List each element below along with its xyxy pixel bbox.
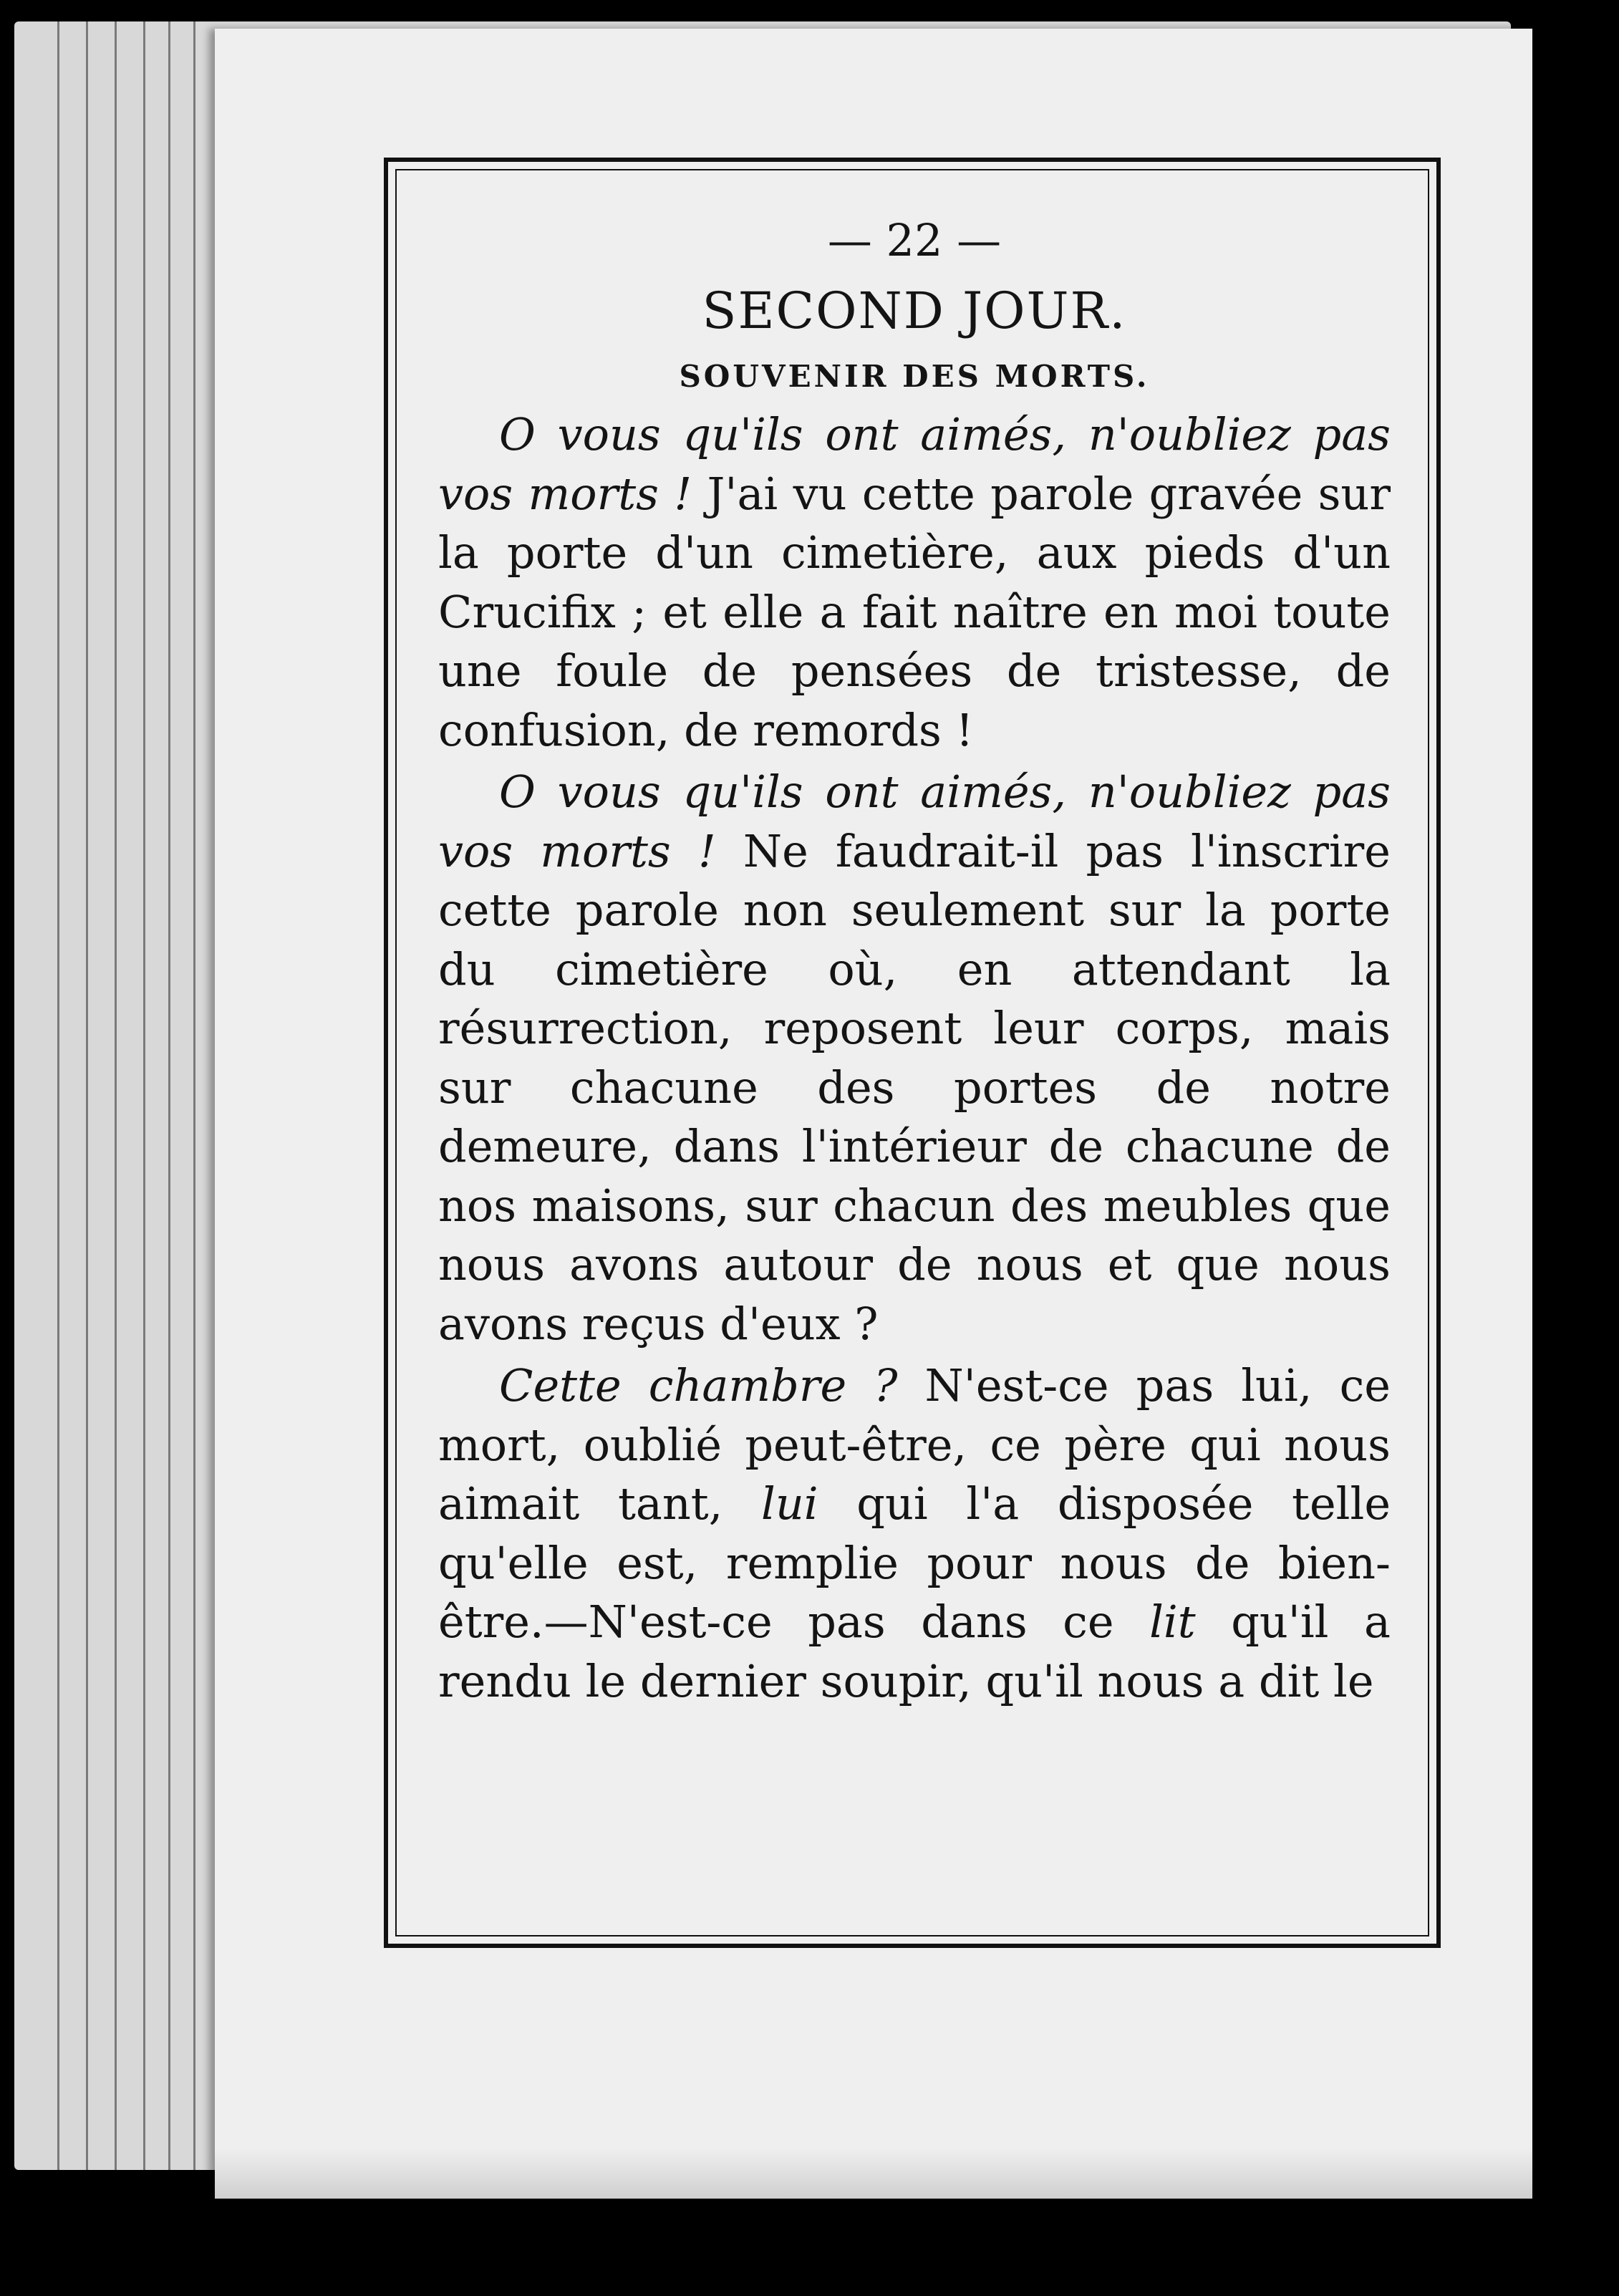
italic-quote: O vous qu'ils ont aimés, n'oubliez pas vos morts ! bbox=[438, 766, 1391, 877]
paragraph-text: N'est-ce pas lui, ce mort, oublié peut-être, ce père qui nous aimait tant, bbox=[438, 1359, 1391, 1530]
chapter-subheading: SOUVENIR DES MORTS. bbox=[679, 359, 1150, 394]
text-frame bbox=[384, 158, 1441, 1948]
paragraph-2 bbox=[438, 763, 1391, 1354]
page-edge bbox=[193, 21, 195, 2170]
italic-phrase: Cette chambre ? bbox=[499, 1359, 898, 1412]
italic-word: lui bbox=[761, 1477, 818, 1530]
page-shadow bbox=[215, 2148, 1532, 2199]
page-edge bbox=[168, 21, 170, 2170]
page-edge bbox=[143, 21, 145, 2170]
paragraph-text: J'ai vu cette parole gravée sur la porte d'un cimetière, aux pieds d'un Crucifix ; et elle a fait naître en moi toute une foule de pensées de tristesse, de confusion, de remords ! bbox=[438, 467, 1391, 756]
page-number: — 22 — bbox=[827, 214, 1002, 266]
page-edge bbox=[86, 21, 88, 2170]
paragraph-3 bbox=[438, 1356, 1391, 1711]
page-edge bbox=[115, 21, 117, 2170]
paragraph-text: qui l'a disposée telle qu'elle est, remplie pour nous de bien-être.—N'est-ce pas dans ce bbox=[438, 1477, 1391, 1648]
italic-quote: O vous qu'ils ont aimés, n'oubliez pas vos morts ! bbox=[438, 408, 1391, 520]
chapter-heading: SECOND JOUR. bbox=[702, 281, 1127, 340]
page-content bbox=[438, 212, 1391, 1711]
paragraph-text: Ne faudrait-il pas l'inscrire cette parole non seulement sur la porte du cimetière où, en attendant la résurrection, reposent leur corps, mais sur chacune des portes de notre demeure, dans l'intérieur de chacune de nos maisons, sur chacun des meubles que nous avons autour de nous et que nous avons reçus d'eux ? bbox=[438, 824, 1391, 1350]
page-edge bbox=[57, 21, 59, 2170]
italic-word: lit bbox=[1149, 1596, 1196, 1648]
paragraph-text: qu'il a rendu le dernier soupir, qu'il nous a dit le bbox=[438, 1596, 1391, 1707]
paragraph-1 bbox=[438, 405, 1391, 760]
